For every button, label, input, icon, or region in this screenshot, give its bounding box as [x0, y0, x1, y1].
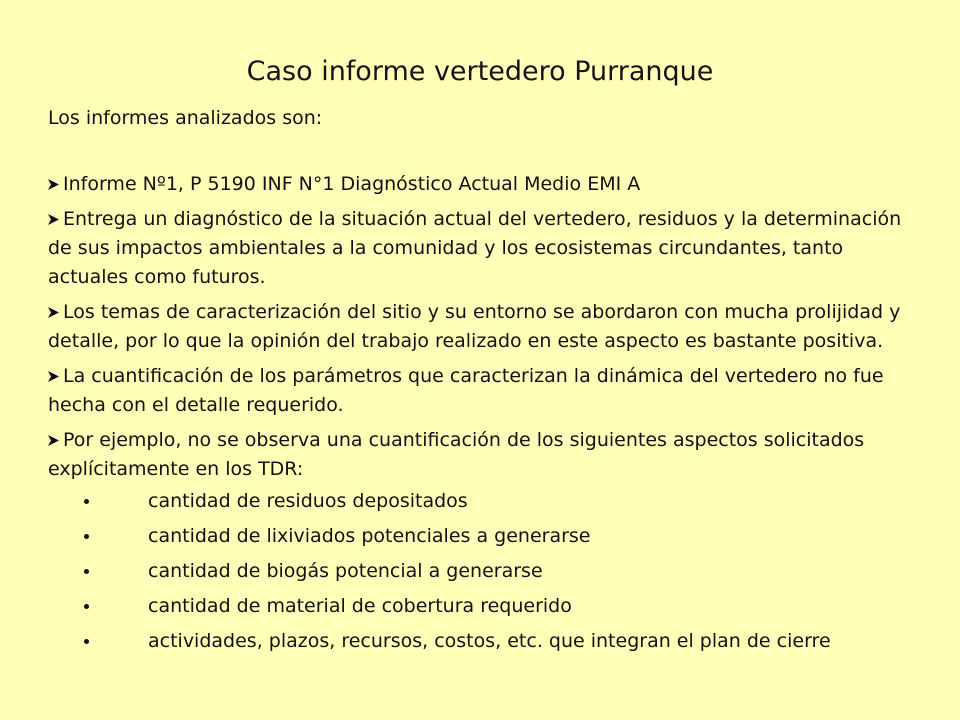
bullet-point — [48, 362, 918, 420]
sub-bullet-item — [48, 593, 918, 620]
sub-bullet-text: actividades, plazos, recursos, costos, etc. que integran el plan de cierre — [148, 630, 831, 652]
arrowhead-bullet-icon — [48, 298, 62, 327]
arrowhead-bullet-icon — [48, 362, 62, 391]
round-bullet-icon — [84, 569, 89, 574]
sub-bullet-item — [48, 488, 918, 515]
bullet-text: Los temas de caracterización del sitio y su entorno se abordaron con mucha prolijidad y detalle, por lo que la opinión del trabajo realizado en este aspecto es bastante positiva. — [48, 301, 901, 352]
sub-bullet-item — [48, 628, 918, 655]
sub-bullet-text: cantidad de lixiviados potenciales a generarse — [148, 525, 591, 547]
bullet-text: La cuantificación de los parámetros que caracterizan la dinámica del vertedero no fue hecha con el detalle requerido. — [48, 365, 884, 416]
bullet-point — [48, 170, 918, 199]
bullet-text: Informe Nº1, P 5190 INF N°1 Diagnóstico Actual Medio EMI A — [63, 173, 641, 195]
bullet-point — [48, 205, 918, 292]
round-bullet-icon — [84, 639, 89, 644]
arrowhead-bullet-icon — [48, 205, 62, 234]
bullet-point — [48, 426, 918, 655]
sub-bullet-text: cantidad de residuos depositados — [148, 490, 468, 512]
bullet-point — [48, 298, 918, 356]
round-bullet-icon — [84, 499, 89, 504]
round-bullet-icon — [84, 604, 89, 609]
slide-title: Caso informe vertedero Purranque — [246, 56, 714, 87]
bullet-text: Entrega un diagnóstico de la situación actual del vertedero, residuos y la determinación de sus impactos ambientales a la comunidad y los ecosistemas circundantes, tanto actuales como futuros. — [48, 208, 902, 288]
sub-bullet-list — [48, 488, 918, 655]
sub-bullet-text: cantidad de biogás potencial a generarse — [148, 560, 543, 582]
sub-bullet-text: cantidad de material de cobertura requerido — [148, 595, 572, 617]
bullet-text: Por ejemplo, no se observa una cuantificación de los siguientes aspectos solicitados explícitamente en los TDR: — [48, 429, 865, 480]
round-bullet-icon — [84, 534, 89, 539]
arrowhead-bullet-icon — [48, 426, 62, 455]
sub-bullet-item — [48, 523, 918, 550]
intro-text: Los informes analizados son: — [48, 107, 323, 129]
sub-bullet-item — [48, 558, 918, 585]
bullet-list — [48, 170, 918, 663]
arrowhead-bullet-icon — [48, 170, 62, 199]
